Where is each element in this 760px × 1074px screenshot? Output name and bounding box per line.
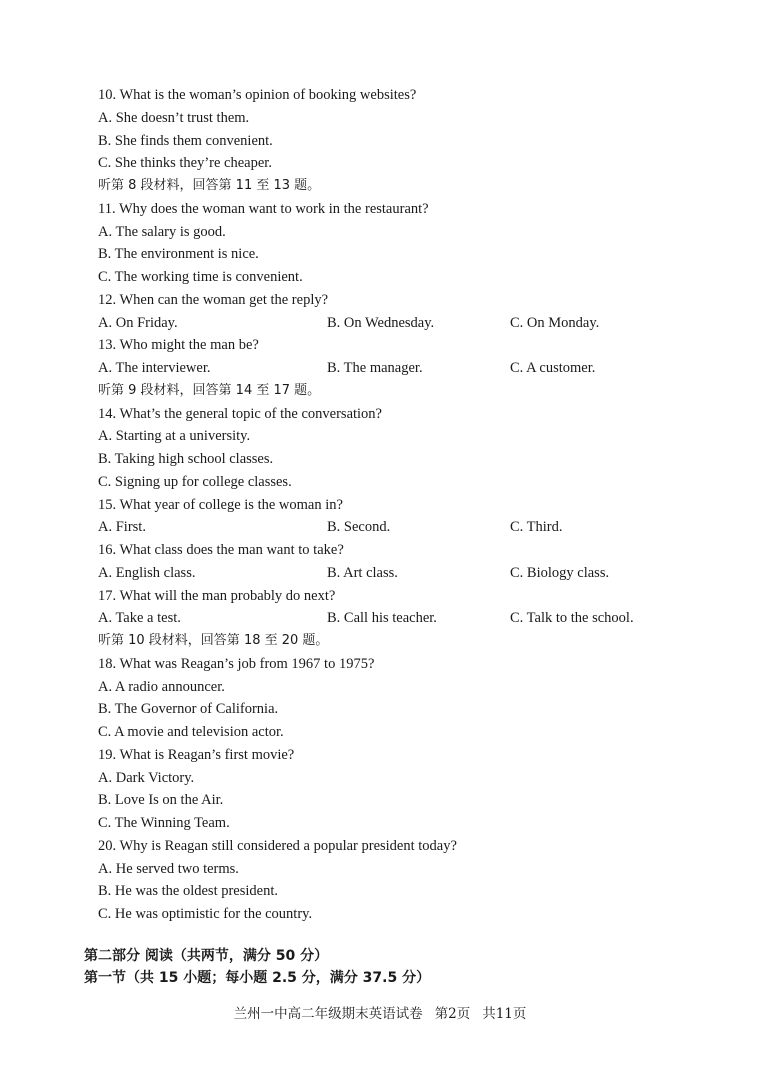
question-17-options xyxy=(98,607,698,629)
question-15-options xyxy=(98,516,698,538)
question-10-option-a: A. She doesn’t trust them. xyxy=(98,110,250,126)
question-11-option-c: C. The working time is convenient. xyxy=(98,269,303,285)
question-16-option-b: B. Art class. xyxy=(327,565,398,581)
section-one-heading: 第一节（共 15 小题；每小题 2.5 分，满分 37.5 分） xyxy=(84,970,431,986)
instruction-passage-10: 听第 10 段材料，回答第 18 至 20 题。 xyxy=(98,633,329,648)
question-18-stem: 18. What was Reagan’s job from 1967 to 1975? xyxy=(98,656,375,672)
question-15-option-c: C. Third. xyxy=(510,519,563,535)
part-two-heading: 第二部分 阅读（共两节，满分 50 分） xyxy=(84,948,329,964)
question-20-option-c: C. He was optimistic for the country. xyxy=(98,906,313,922)
question-11-stem: 11. Why does the woman want to work in the restaurant? xyxy=(98,201,429,217)
footer-exam-title: 兰州一中高二年级期末英语试卷 xyxy=(233,1006,423,1022)
instruction-passage-9: 听第 9 段材料，回答第 14 至 17 题。 xyxy=(98,383,321,398)
question-11-option-b: B. The environment is nice. xyxy=(98,246,259,262)
question-16-stem: 16. What class does the man want to take? xyxy=(98,542,344,558)
question-17-option-a: A. Take a test. xyxy=(98,610,181,626)
question-15-option-a: A. First. xyxy=(98,519,146,535)
question-12-option-c: C. On Monday. xyxy=(510,315,600,331)
question-12-options xyxy=(98,312,698,334)
question-20-option-a: A. He served two terms. xyxy=(98,861,239,877)
page-footer xyxy=(0,1004,760,1024)
question-14-option-a: A. Starting at a university. xyxy=(98,428,251,444)
question-16-option-a: A. English class. xyxy=(98,565,196,581)
question-12-option-b: B. On Wednesday. xyxy=(327,315,435,331)
question-19-option-a: A. Dark Victory. xyxy=(98,770,195,786)
footer-page-number: 第2页 xyxy=(434,1006,471,1022)
question-16-options xyxy=(98,562,698,584)
question-17-option-c: C. Talk to the school. xyxy=(510,610,634,626)
question-12-stem: 12. When can the woman get the reply? xyxy=(98,292,329,308)
question-17-option-b: B. Call his teacher. xyxy=(327,610,437,626)
question-11-option-a: A. The salary is good. xyxy=(98,224,226,240)
question-13-stem: 13. Who might the man be? xyxy=(98,337,259,353)
instruction-passage-8: 听第 8 段材料，回答第 11 至 13 题。 xyxy=(98,178,321,193)
question-13-option-a: A. The interviewer. xyxy=(98,360,211,376)
question-18-option-a: A. A radio announcer. xyxy=(98,679,225,695)
question-18-option-c: C. A movie and television actor. xyxy=(98,724,284,740)
question-20-stem: 20. Why is Reagan still considered a popular president today? xyxy=(98,838,457,854)
footer-total-pages: 共11页 xyxy=(482,1006,527,1022)
question-14-option-b: B. Taking high school classes. xyxy=(98,451,274,467)
question-17-stem: 17. What will the man probably do next? xyxy=(98,588,336,604)
question-19-option-b: B. Love Is on the Air. xyxy=(98,792,224,808)
question-18-option-b: B. The Governor of California. xyxy=(98,701,279,717)
question-16-option-c: C. Biology class. xyxy=(510,565,610,581)
question-12-option-a: A. On Friday. xyxy=(98,315,178,331)
question-15-option-b: B. Second. xyxy=(327,519,391,535)
question-14-stem: 14. What’s the general topic of the conversation? xyxy=(98,406,382,422)
question-19-option-c: C. The Winning Team. xyxy=(98,815,230,831)
question-10-stem: 10. What is the woman’s opinion of booking websites? xyxy=(98,87,417,103)
question-19-stem: 19. What is Reagan’s first movie? xyxy=(98,747,295,763)
question-15-stem: 15. What year of college is the woman in? xyxy=(98,497,343,513)
question-13-option-c: C. A customer. xyxy=(510,360,596,376)
question-20-option-b: B. He was the oldest president. xyxy=(98,883,279,899)
question-10-option-c: C. She thinks they’re cheaper. xyxy=(98,155,272,171)
question-14-option-c: C. Signing up for college classes. xyxy=(98,474,292,490)
question-13-option-b: B. The manager. xyxy=(327,360,423,376)
question-13-options xyxy=(98,357,698,379)
question-10-option-b: B. She finds them convenient. xyxy=(98,133,273,149)
